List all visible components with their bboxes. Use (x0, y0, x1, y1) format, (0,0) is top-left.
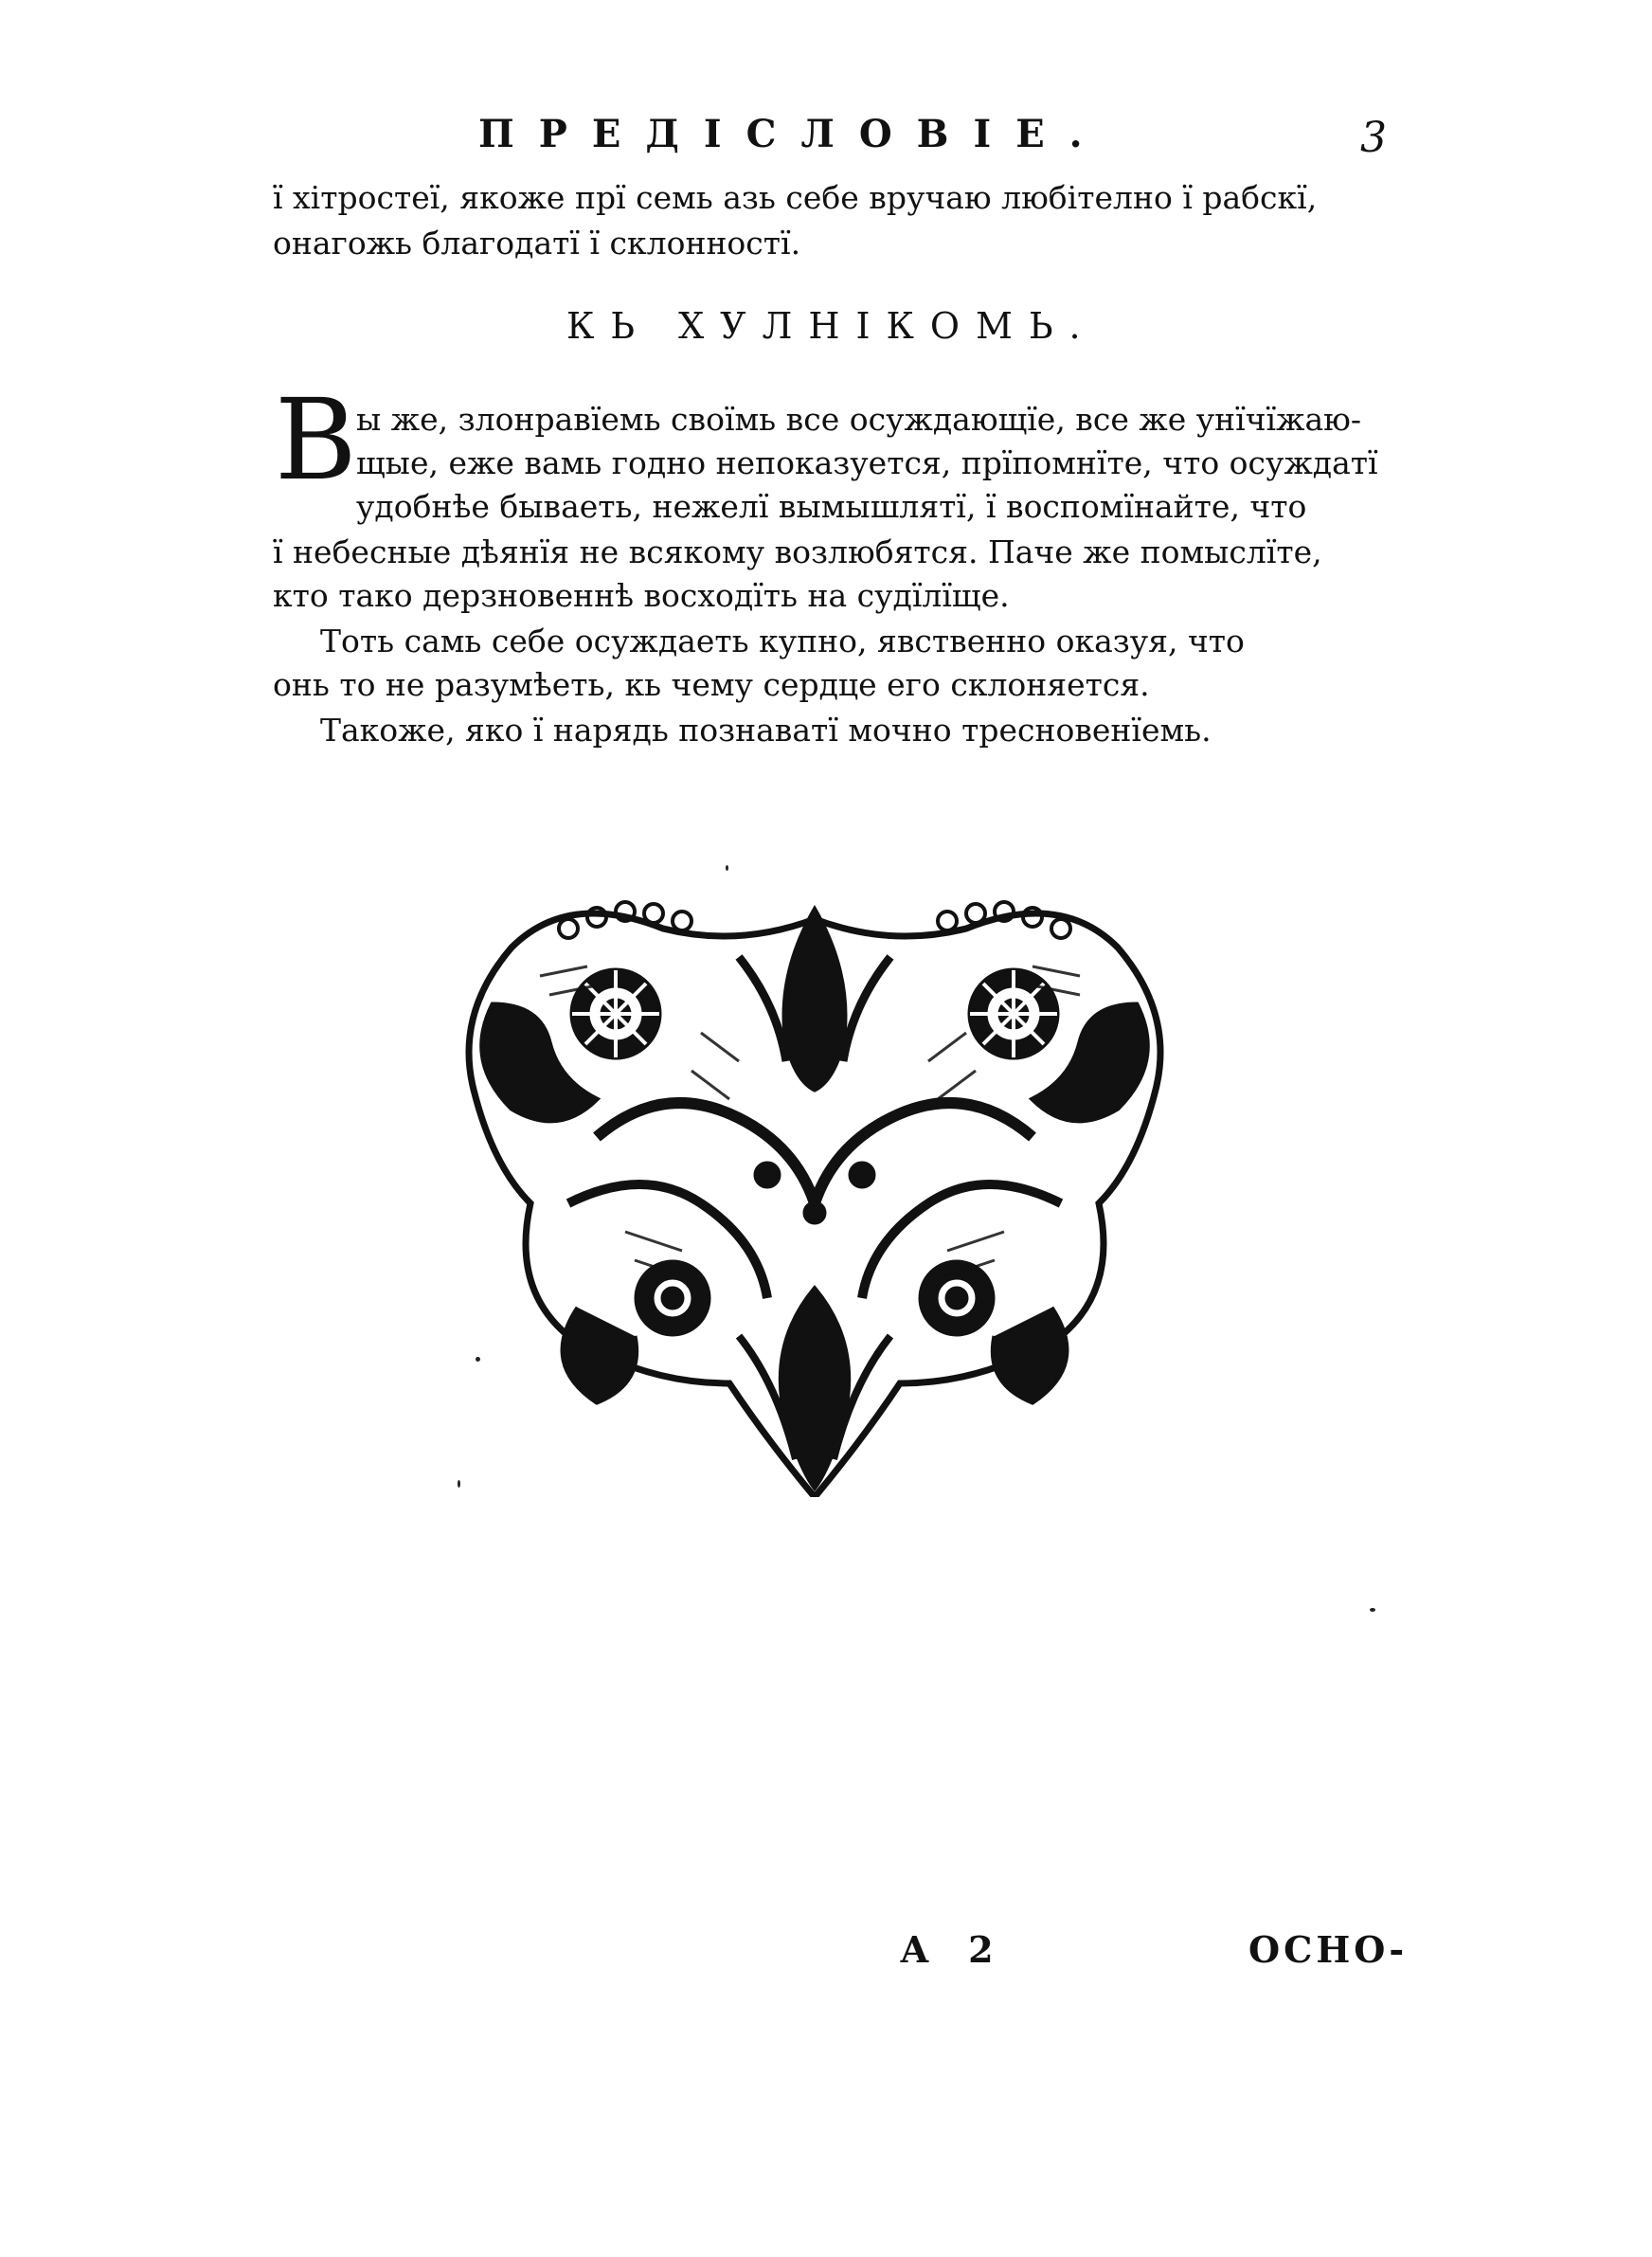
body-line: кто тако дерзновеннѣ восходїть на судїлїще. (273, 577, 1010, 614)
body-line: онь то не разумѣеть, кь чему сердце его склоняется. (273, 666, 1150, 703)
body-line: Такоже, яко ї нарядь познаватї мочно тресновенїемь. (320, 712, 1212, 749)
running-title: ПРЕДІСЛОВІЕ. (478, 112, 1107, 156)
intro-line: ї хітростеї, якоже прї семь азь себе вручаю любітелно ї рабскї, (273, 179, 1318, 216)
section-heading: КЬ ХУЛНІКОМЬ. (566, 305, 1097, 347)
drop-cap: В (275, 374, 357, 505)
intro-line: онагожь благодатї ї склонностї. (273, 225, 801, 262)
body-line: ы же, злонравїемь своїмь все осуждающїе, все же унїчїжаю- (356, 401, 1362, 438)
body-line: удобнѣе бываеть, нежелї вымышлятї, ї воспомїнайте, что (356, 488, 1307, 525)
print-speck (476, 1357, 480, 1362)
body-line: Тоть самь себе осуждаеть купно, явственно оказуя, что (320, 623, 1245, 659)
body-line: щые, еже вамь годно непоказуется, прїпомнїте, что осуждатї (356, 444, 1378, 481)
print-speck (1370, 1608, 1375, 1612)
body-line: ї небесные дѣянїя не всякому возлюбятся. Паче же помыслїте, (273, 533, 1322, 570)
catchword: ОСНО- (1248, 1928, 1409, 1971)
floral-tailpiece-ornament-icon (455, 891, 1175, 1497)
print-speck (458, 1480, 460, 1488)
signature-mark: А 2 (900, 1928, 1007, 1971)
print-speck (726, 865, 728, 871)
page-number: 3 (1360, 114, 1387, 162)
